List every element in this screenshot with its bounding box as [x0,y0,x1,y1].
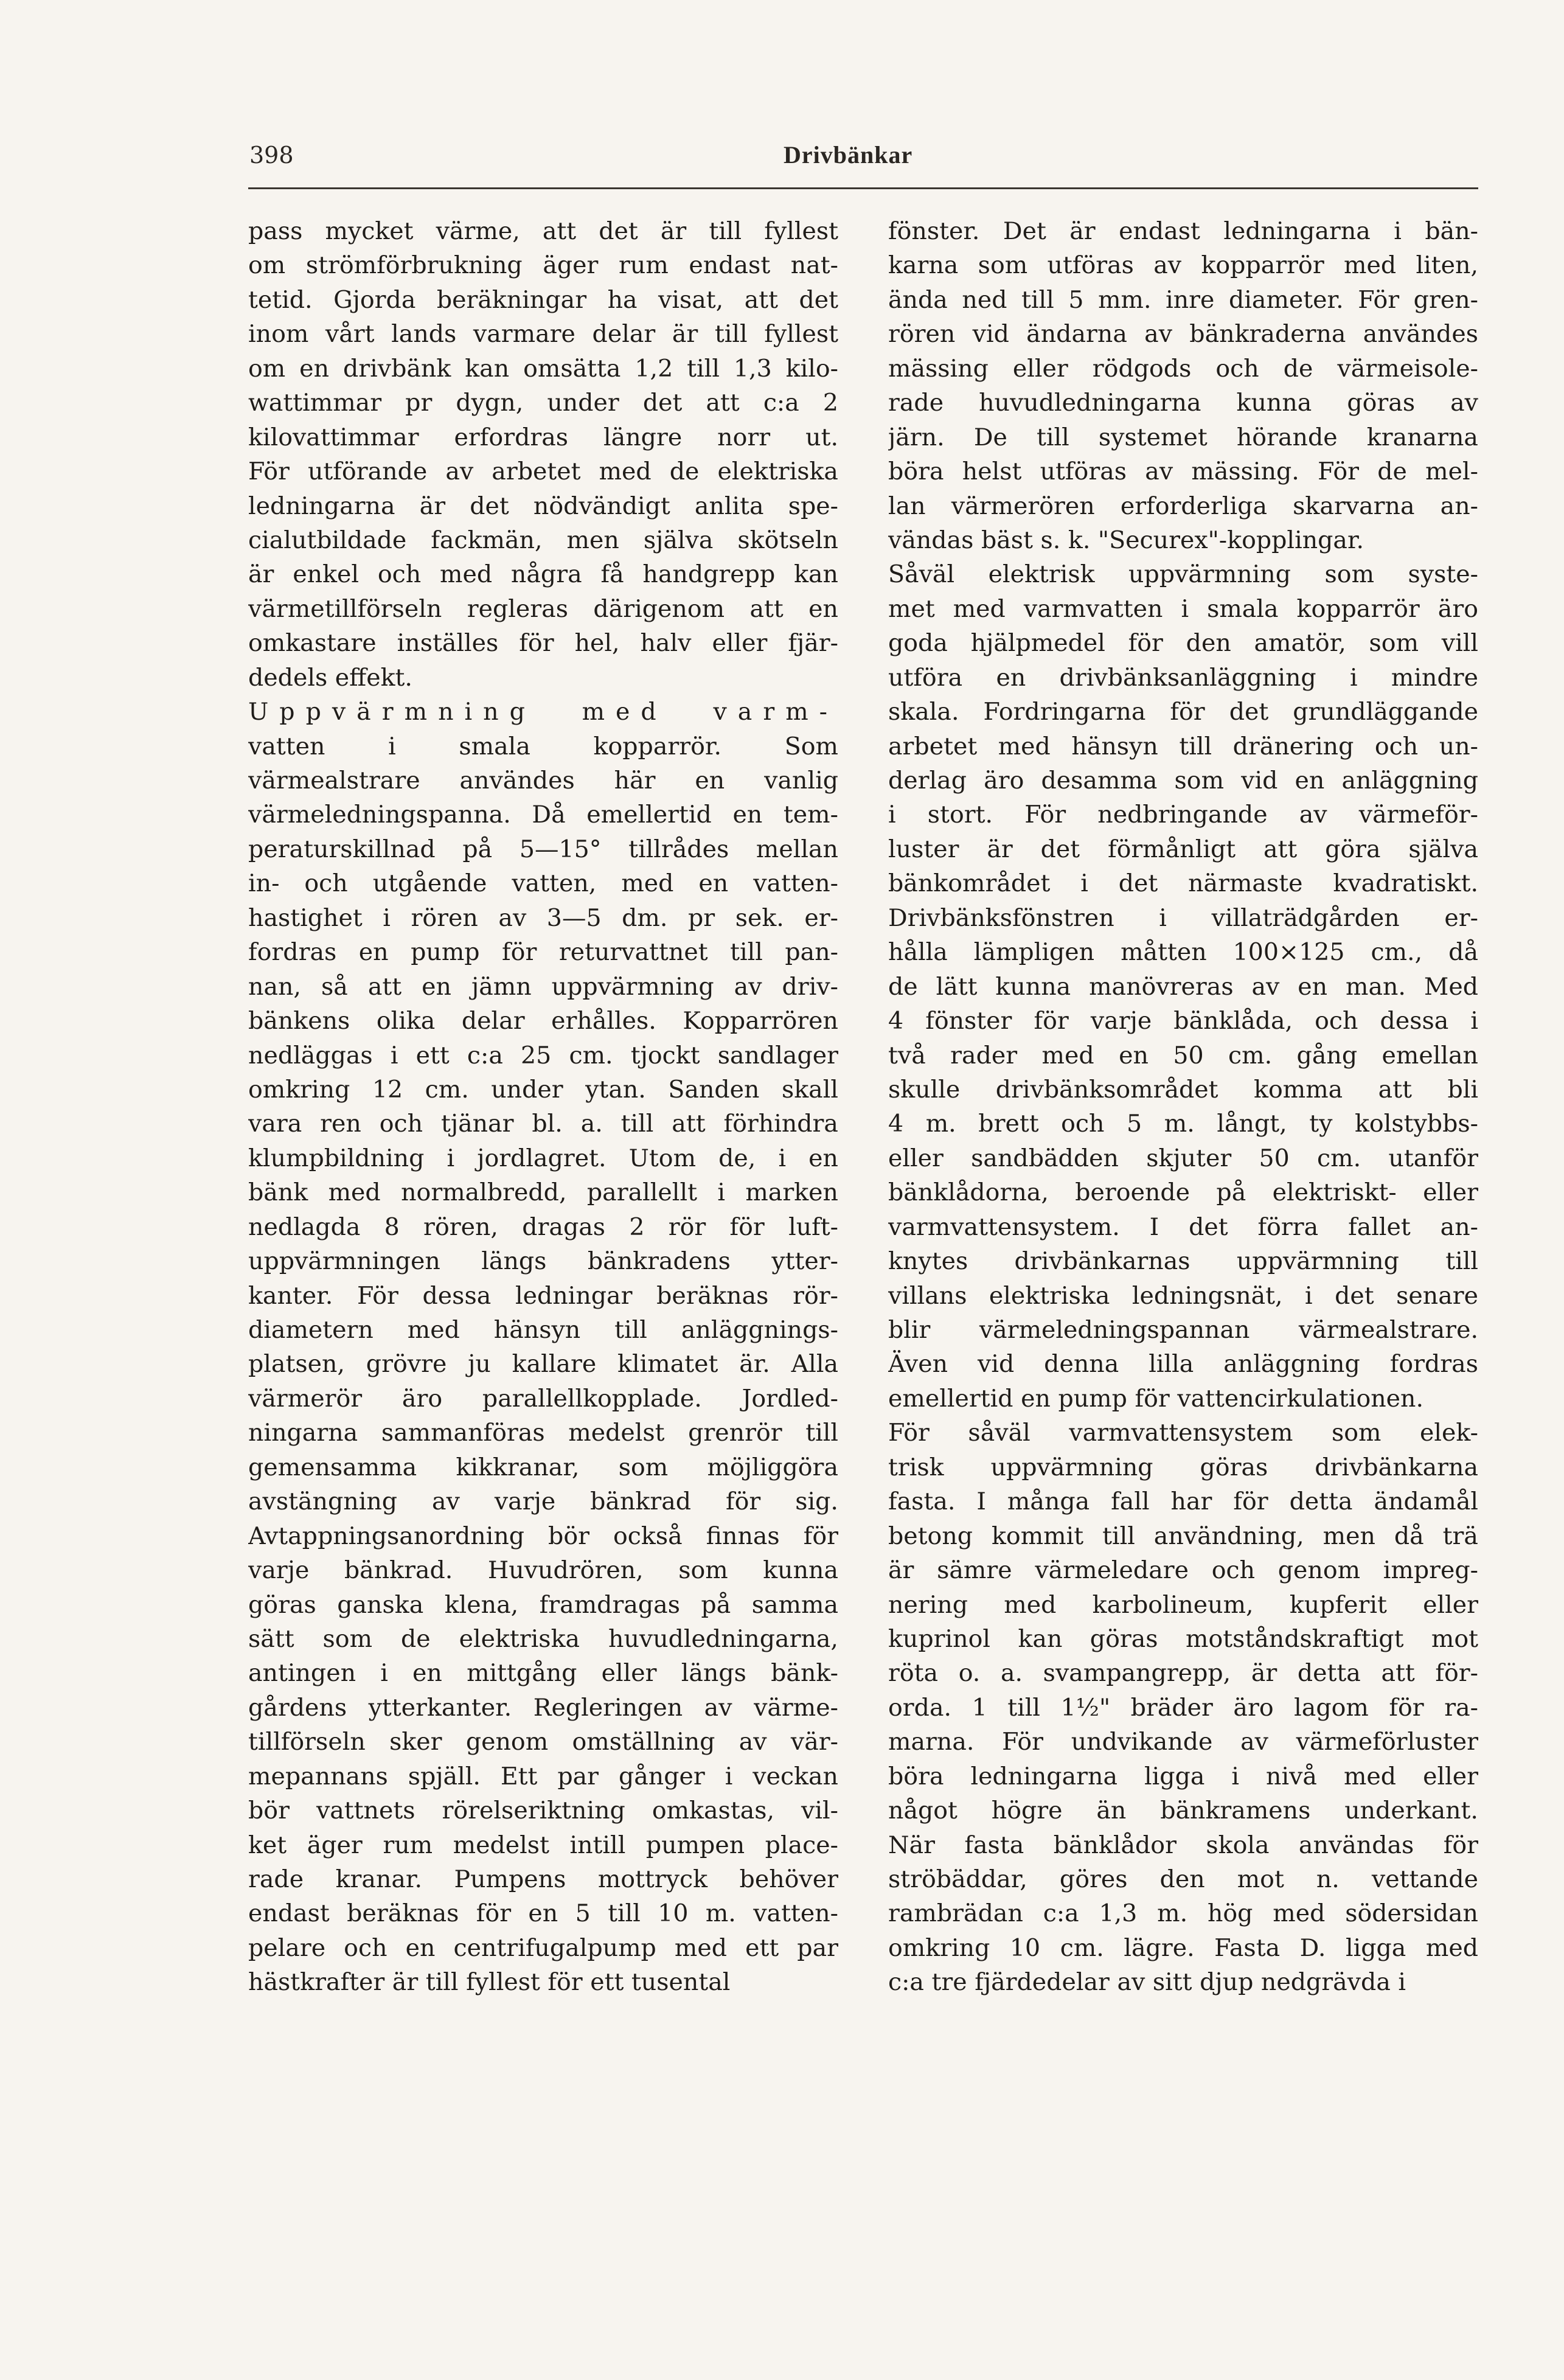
text-line: ket äger rum medelst intill pumpen place- [248,1831,838,1859]
text-line: rören vid ändarna av bänkraderna användes [888,320,1478,349]
text-line: gemensamma kikkranar, som möjliggöra [248,1453,838,1481]
text-line: hastighet i rören av 3—5 dm. pr sek. er- [248,903,838,932]
right-text-column [888,214,1478,2000]
text-line: 4 m. brett och 5 m. långt, ty kolstybbs- [888,1110,1478,1138]
text-line: lan värmerören erforderliga skarvarna an- [888,492,1478,520]
text-line: är enkel och med några få handgrepp kan [248,560,838,589]
running-title: Drivbänkar [784,141,913,169]
text-line: ströbäddar, göres den mot n. vettande [888,1865,1478,1893]
text-line: utföra en drivbänksanläggning i mindre [888,663,1478,692]
page-number: 398 [249,142,294,169]
text-line: tillförseln sker genom omställning av vär- [248,1728,838,1756]
text-line: trisk uppvärmning göras drivbänkarna [888,1453,1478,1481]
text-line: rade huvudledningarna kunna göras av [888,389,1478,417]
text-line: avstängning av varje bänkrad för sig. [248,1488,838,1516]
text-line: omkring 12 cm. under ytan. Sanden skall [248,1075,838,1104]
text-line: emellertid en pump för vattencirkulationen. [888,1384,1424,1413]
left-text-column [248,214,838,2000]
text-line: fönster. Det är endast ledningarna i bän- [888,217,1478,245]
text-line: två rader med en 50 cm. gång emellan [888,1041,1478,1070]
text-line: För utförande av arbetet med de elektriska [248,458,838,486]
text-line: värmerör äro parallellkopplade. Jordled- [248,1384,838,1413]
text-line: röta o. a. svampangrepp, är detta att för- [888,1659,1478,1688]
text-line: kilovattimmar erfordras längre norr ut. [248,423,838,451]
text-line: knytes drivbänkarnas uppvärmning till [888,1247,1478,1276]
text-line: mässing eller rödgods och de värmeisole- [888,354,1478,383]
text-line: fasta. I många fall har för detta ändamål [888,1488,1478,1516]
text-line: bänklådorna, beroende på elektriskt- eller [888,1178,1478,1207]
text-line: bänkens olika delar erhålles. Kopparrören [248,1007,838,1035]
text-line: klumpbildning i jordlagret. Utom de, i en [248,1144,838,1172]
text-line: järn. De till systemet hörande kranarna [888,423,1478,451]
text-line: något högre än bänkramens underkant. [888,1797,1478,1825]
text-line: varmvattensystem. I det förra fallet an- [888,1213,1478,1241]
text-line: värmetillförseln regleras därigenom att en [248,594,838,623]
text-line: vändas bäst s. k. "Securex"-kopplingar. [888,526,1364,554]
text-line: diametern med hänsyn till anläggnings- [248,1316,838,1344]
text-line: pass mycket värme, att det är till fyllest [248,217,838,245]
text-line: bänkområdet i det närmaste kvadratiskt. [888,869,1478,898]
header-rule [248,187,1478,189]
text-line: betong kommit till användning, men då trä [888,1522,1478,1550]
text-line: uppvärmningen längs bänkradens ytter- [248,1247,838,1276]
text-line: inom vårt lands varmare delar är till fyllest [248,320,838,349]
text-line: kanter. För dessa ledningar beräknas rör- [248,1281,838,1310]
text-line: marna. För undvikande av värmeförluster [888,1728,1478,1756]
text-line: in- och utgående vatten, med en vatten- [248,869,838,898]
text-line: hästkrafter är till fyllest för ett tusental [248,1968,731,1997]
text-line: skala. Fordringarna för det grundläggande [888,698,1478,726]
text-line: ningarna sammanföras medelst grenrör till [248,1419,838,1447]
text-line: ledningarna är det nödvändigt anlita spe- [248,492,838,520]
text-line: wattimmar pr dygn, under det att c:a 2 [248,389,838,417]
text-line: om en drivbänk kan omsätta 1,2 till 1,3 kilo- [248,354,838,383]
text-line: rade kranar. Pumpens mottryck behöver [248,1865,838,1893]
text-line: bör vattnets rörelseriktning omkastas, vil- [248,1797,838,1825]
text-line: met med varmvatten i smala kopparrör äro [888,594,1478,623]
text-line: nering med karbolineum, kupferit eller [888,1590,1478,1619]
text-line: värmeledningspanna. Då emellertid en tem- [248,801,838,829]
text-line: sätt som de elektriska huvudledningarna, [248,1624,838,1653]
text-line: karna som utföras av kopparrör med liten, [888,251,1478,280]
text-line: omkastare inställes för hel, halv eller fjär- [248,629,838,658]
text-line: nan, så att en jämn uppvärmning av driv- [248,972,838,1001]
text-line: de lätt kunna manövreras av en man. Med [888,972,1478,1001]
text-line: skulle drivbänksområdet komma att bli [888,1075,1478,1104]
text-line: varje bänkrad. Huvudrören, som kunna [248,1556,838,1585]
text-line: platsen, grövre ju kallare klimatet är. Alla [248,1350,838,1379]
text-line: eller sandbädden skjuter 50 cm. utanför [888,1144,1478,1172]
text-line: om strömförbrukning äger rum endast nat- [248,251,838,280]
text-line: Avtappningsanordning bör också finnas för [248,1522,838,1550]
text-line: mepannans spjäll. Ett par gånger i veckan [248,1762,838,1790]
text-line: i stort. För nedbringande av värmeför- [888,801,1478,829]
text-line: Såväl elektrisk uppvärmning som syste- [888,560,1478,589]
text-line: 4 fönster för varje bänklåda, och dessa i [888,1007,1478,1035]
text-line: c:a tre fjärdedelar av sitt djup nedgrävda i [888,1968,1406,1997]
text-line: böra ledningarna ligga i nivå med eller [888,1762,1478,1790]
text-line: vara ren och tjänar bl. a. till att förhindra [248,1110,838,1138]
text-line: villans elektriska ledningsnät, i det senare [888,1281,1478,1310]
text-line: goda hjälpmedel för den amatör, som vill [888,629,1478,658]
text-line: orda. 1 till 1½" bräder äro lagom för ra- [888,1693,1478,1722]
text-line: Drivbänksfönstren i villaträdgården er- [888,903,1478,932]
text-line: luster är det förmånligt att göra själva [888,835,1478,863]
text-line: arbetet med hänsyn till dränering och un- [888,732,1478,760]
text-line: pelare och en centrifugalpump med ett par [248,1933,838,1962]
text-line: kuprinol kan göras motståndskraftigt mot [888,1624,1478,1653]
text-line: är sämre värmeledare och genom impreg- [888,1556,1478,1585]
text-line: Uppvärmning med varm- [248,698,838,726]
text-line: gårdens ytterkanter. Regleringen av värme- [248,1693,838,1722]
text-line: rambrädan c:a 1,3 m. hög med södersidan [888,1899,1478,1928]
text-line: peraturskillnad på 5—15° tillrådes mellan [248,835,838,863]
text-line: dedels effekt. [248,663,412,692]
text-line: böra helst utföras av mässing. För de mel- [888,458,1478,486]
text-line: Även vid denna lilla anläggning fordras [888,1350,1478,1379]
text-line: vatten i smala kopparrör. Som [248,732,838,760]
text-line: antingen i en mittgång eller längs bänk- [248,1659,838,1688]
text-line: värmealstrare användes här en vanlig [248,767,838,795]
text-line: När fasta bänklådor skola användas för [888,1831,1478,1859]
text-line: blir värmeledningspannan värmealstrare. [888,1316,1478,1344]
text-line: göras ganska klena, framdragas på samma [248,1590,838,1619]
text-line: För såväl varmvattensystem som elek- [888,1419,1478,1447]
text-line: endast beräknas för en 5 till 10 m. vatten- [248,1899,838,1928]
text-line: nedläggas i ett c:a 25 cm. tjockt sandlager [248,1041,838,1070]
text-line: tetid. Gjorda beräkningar ha visat, att det [248,285,838,314]
text-line: fordras en pump för returvattnet till pan- [248,938,838,967]
text-line: cialutbildade fackmän, men själva skötseln [248,526,838,554]
text-line: bänk med normalbredd, parallellt i marken [248,1178,838,1207]
text-line: omkring 10 cm. lägre. Fasta D. ligga med [888,1933,1478,1962]
page-header [248,135,1368,175]
text-line: ända ned till 5 mm. inre diameter. För gren- [888,285,1478,314]
text-line: nedlagda 8 rören, dragas 2 rör för luft- [248,1213,838,1241]
text-line: derlag äro desamma som vid en anläggning [888,767,1478,795]
text-line: hålla lämpligen måtten 100×125 cm., då [888,938,1478,967]
